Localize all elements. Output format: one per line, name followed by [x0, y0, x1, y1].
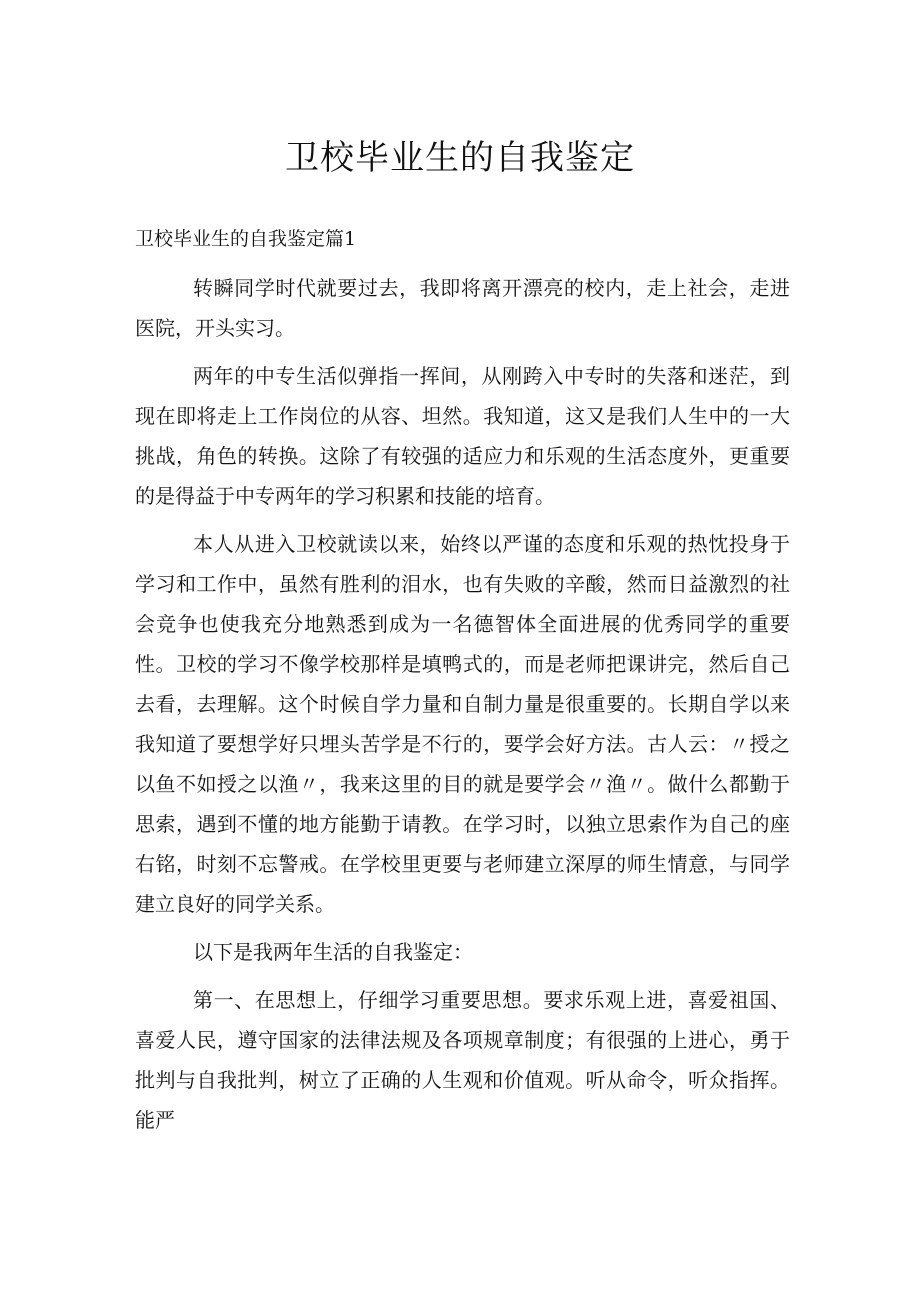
paragraph-study: 本人从进入卫校就读以来，始终以严谨的态度和乐观的热忱投身于学习和工作中，虽然有胜利的泪水，也有失败的辛酸，然而日益激烈的社会竞争也使我充分地熟悉到成为一名德智体全面进展的优秀同学的重要性。卫校的学习不像学校那样是填鸭式的，而是老师把课讲完，然后自己去看，去理解。这个时候自学力量和自制力量是很重要的。长期自学以来我知道了要想学好只埋头苦学是不行的，要学会好方法。古人云：〃授之以鱼不如授之以渔〃，我来这里的目的就是要学会〃渔〃。做什么都勤于思索，遇到不懂的地方能勤于请教。在学习时，以独立思索作为自己的座右铭，时刻不忘警戒。在学校里更要与老师建立深厚的师生情意，与同学建立良好的同学关系。	[135, 532, 790, 916]
paragraph-intro: 转瞬同学时代就要过去，我即将离开漂亮的校内，走上社会，走进医院，开头实习。	[135, 276, 790, 340]
document-body	[135, 268, 790, 1148]
paragraph-point-one: 第一、在思想上，仔细学习重要思想。要求乐观上进，喜爱祖国、喜爱人民，遵守国家的法律法规及各项规章制度；有很强的上进心，勇于批判与自我批判，树立了正确的人生观和价值观。听从命令，听众指挥。能严	[135, 988, 790, 1132]
paragraph-two-years: 两年的中专生活似弹指一挥间，从刚跨入中专时的失落和迷茫，到现在即将走上工作岗位的从容、坦然。我知道，这又是我们人生中的一大挑战，角色的转换。这除了有较强的适应力和乐观的生活态度外，更重要的是得益于中专两年的学习积累和技能的培育。	[135, 364, 790, 508]
document-title: 卫校毕业生的自我鉴定	[285, 138, 635, 178]
paragraph-summary-lead: 以下是我两年生活的自我鉴定：	[193, 940, 473, 964]
section-heading: 卫校毕业生的自我鉴定篇1	[135, 228, 357, 250]
